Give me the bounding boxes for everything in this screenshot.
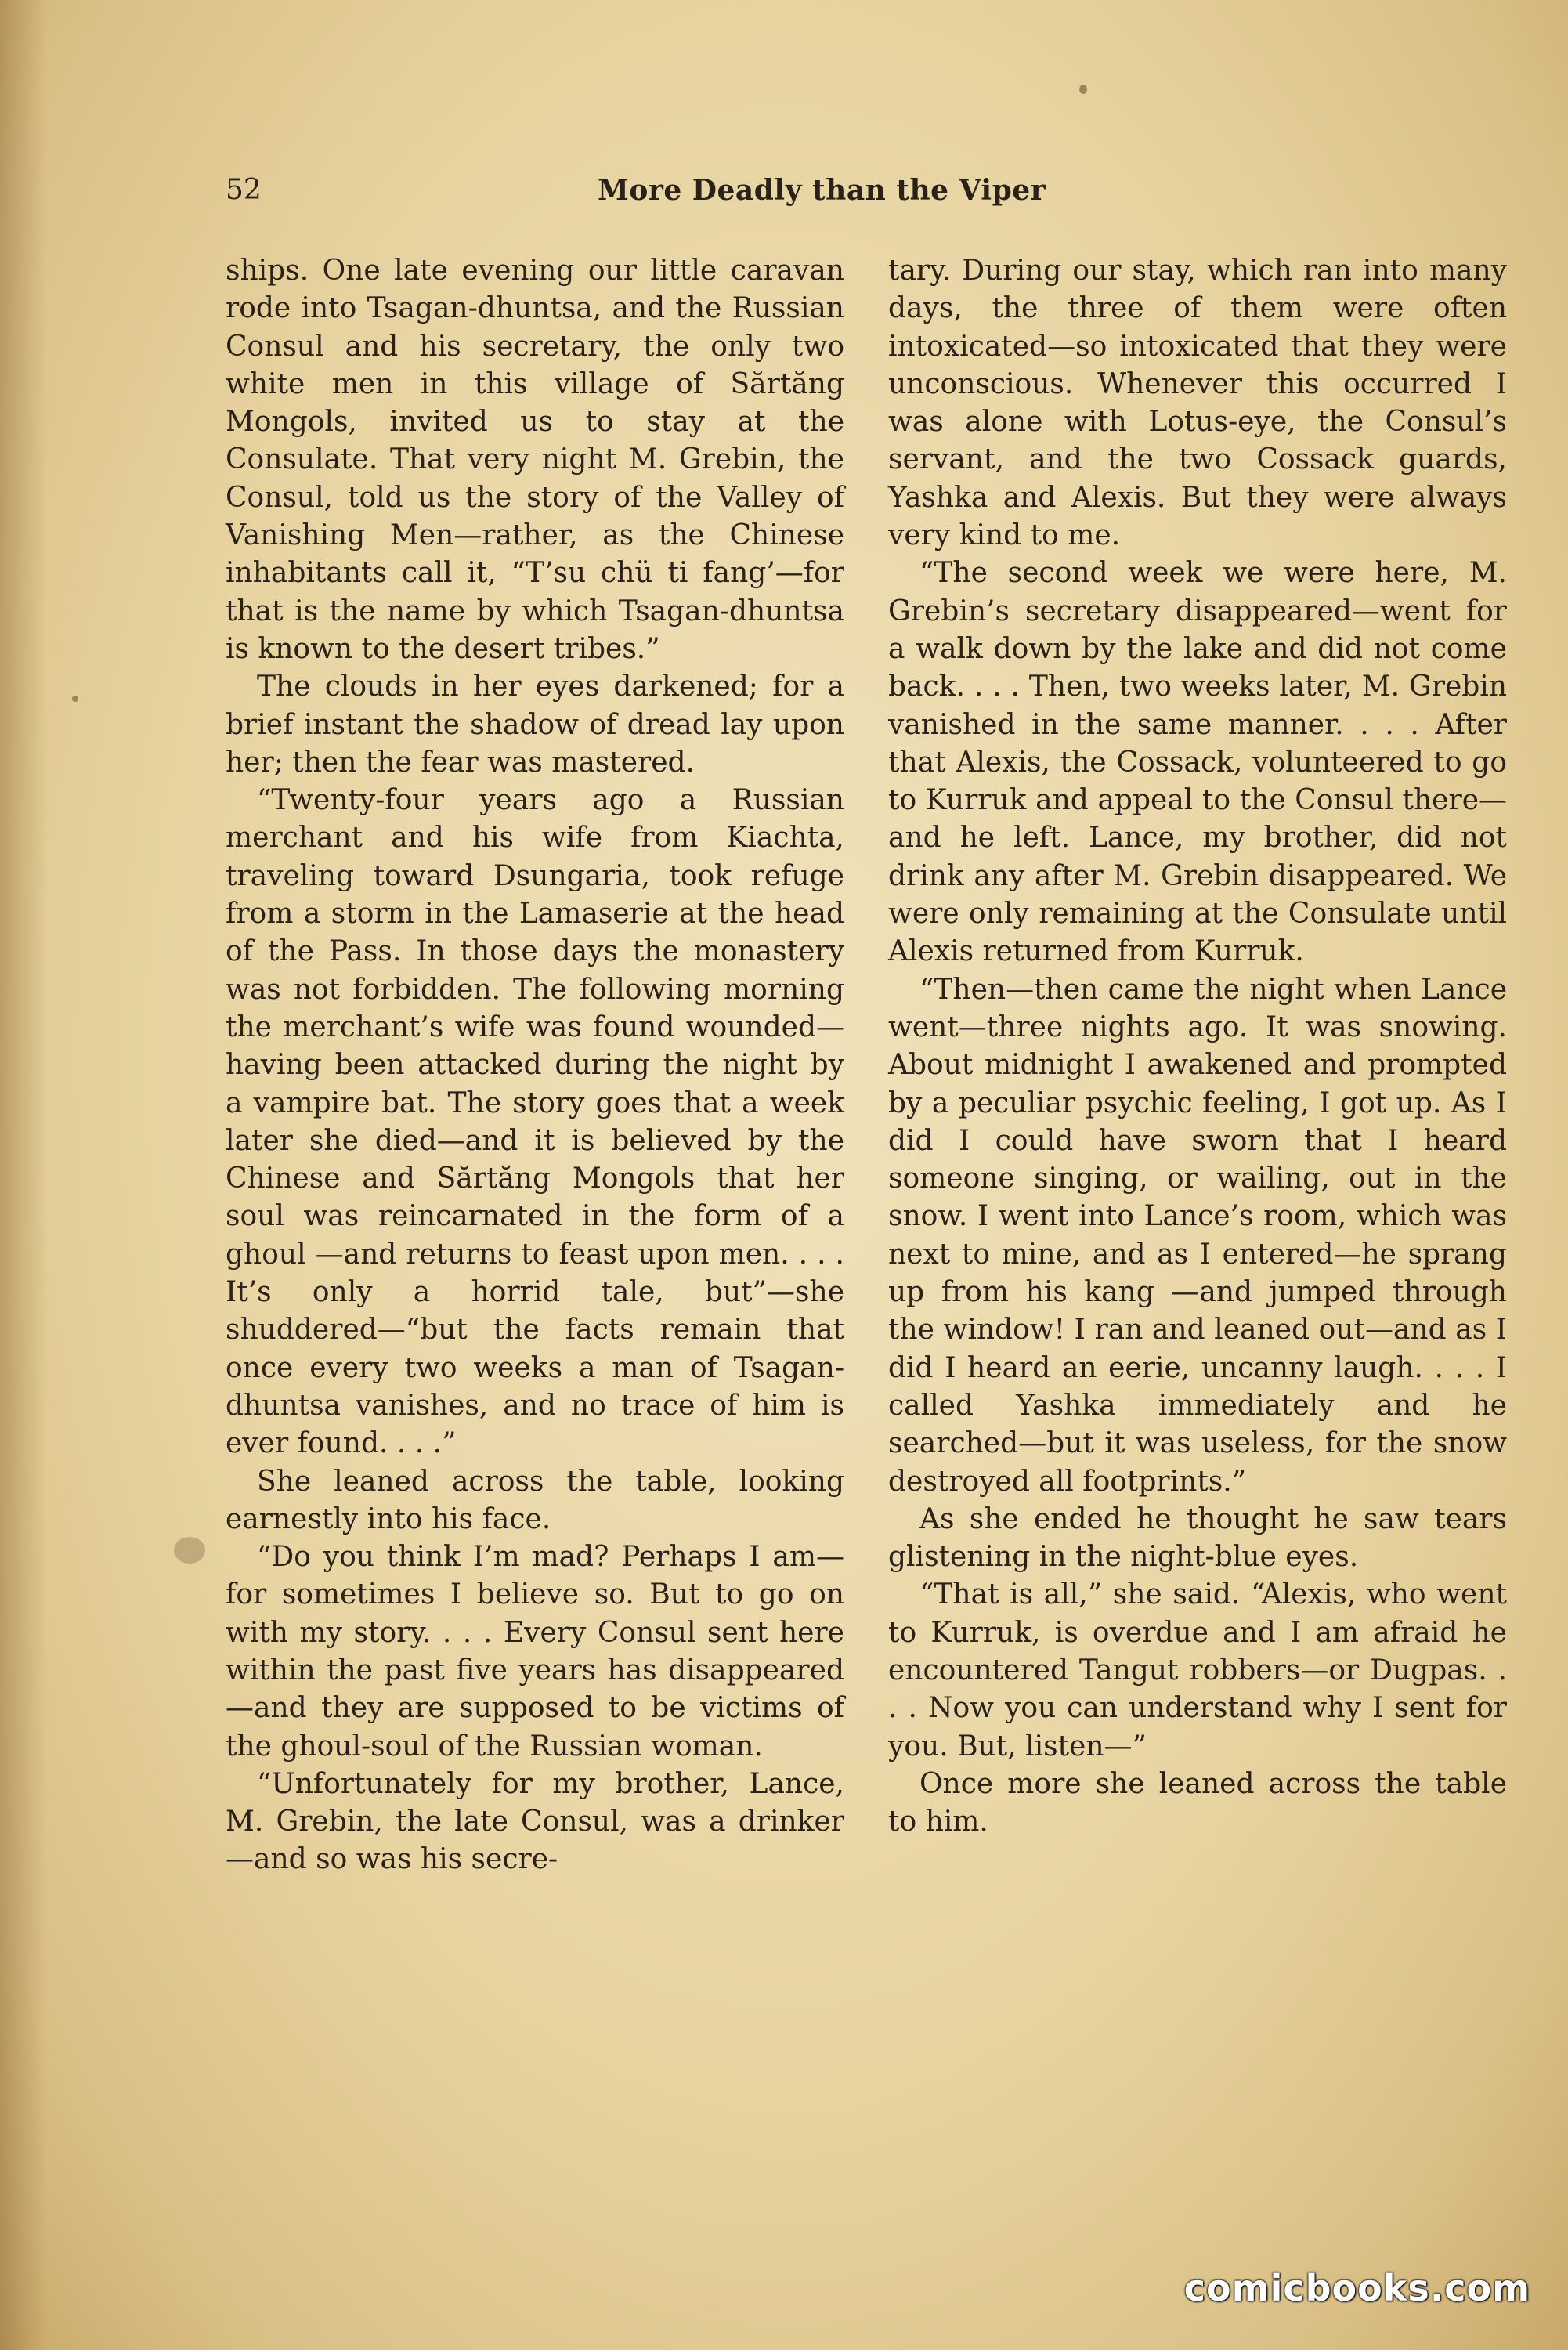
ink-smudge [72, 696, 78, 702]
paragraph: Once more she leaned across the table to him. [888, 1767, 1507, 1838]
paragraph: ships. One late evening our little caravan rode into Tsagan-dhuntsa, and the Russian Consul and his secretary, the only two white men in this village of Sărtăng Mongols, invited us to stay at the Consulate. That very night M. Grebin, the Consul, told us the story of the Valley of Vanishing Men—rather, as the Chinese inhabitants call it, “T’su chü ti fang’—for that is the name by which Tsagan-dhuntsa is known to the desert tribes.” [226, 255, 844, 665]
paragraph: She leaned across the table, looking earnestly into his face. [226, 1465, 844, 1535]
right-column [888, 252, 1507, 1841]
page-number: 52 [226, 174, 262, 206]
watermark: comicbooks.com [1183, 2267, 1530, 2309]
page-header [226, 174, 1126, 221]
paragraph: “Twenty-four years ago a Russian merchant and his wife from Kiachta, traveling toward Dsungaria, took refuge from a storm in the Lamaserie at the head of the Pass. In those days the monastery was not forbidden. The following morning the merchant’s wife was found wounded—having been attacked during the night by a vampire bat. The story goes that a week later she died—and it is believed by the Chinese and Sărtăng Mongols that her soul was reincarnated in the form of a ghoul —and returns to feast upon men. . . . It’s only a horrid tale, but”—she shuddered—“but the facts remain that once every two weeks a man of Tsagan-dhuntsa vanishes, and no trace of him is ever found. . . .” [226, 784, 844, 1460]
paragraph: tary. During our stay, which ran into many days, the three of them were often intoxicated—so intoxicated that they were unconscious. Whenever this occurred I was alone with Lotus-eye, the Consul’s servant, and the two Cossack guards, Yashka and Alexis. But they were always very kind to me. [888, 255, 1507, 552]
page-edge-shadow [0, 0, 47, 2350]
paragraph: The clouds in her eyes darkened; for a brief instant the shadow of dread lay upon her; then the fear was mastered. [226, 671, 844, 779]
paragraph: “The second week we were here, M. Grebin’s secretary disappeared—went for a walk down by the lake and did not come back. . . . Then, two weeks later, M. Grebin vanished in the same manner. . . . After that Alexis, the Cossack, volunteered to go to Kurruk and appeal to the Consul there—and he left. Lance, my brother, did not drink any after M. Grebin disappeared. We were only remaining at the Consulate until Alexis returned from Kurruk. [888, 557, 1507, 968]
ink-smudge [1079, 85, 1087, 94]
ink-smudge [174, 1537, 205, 1564]
paragraph: “Do you think I’m mad? Perhaps I am—for sometimes I believe so. But to go on with my story. . . . Every Consul sent here within the past five years has disappeared—and they are supposed to be victims of the ghoul-soul of the Russian woman. [226, 1541, 844, 1762]
left-column [226, 252, 844, 1879]
paragraph: “Then—then came the night when Lance went—three nights ago. It was snowing. About midnight I awakened and prompted by a peculiar psychic feeling, I got up. As I did I could have sworn that I heard someone singing, or wailing, out in the snow. I went into Lance’s room, which was next to mine, and as I entered—he sprang up from his kang —and jumped through the window! I ran and leaned out—and as I did I heard an eerie, uncanny laugh. . . . I called Yashka immediately and he searched—but it was useless, for the snow destroyed all footprints.” [888, 973, 1507, 1498]
paragraph: “Unfortunately for my brother, Lance, M. Grebin, the late Consul, was a drinker—and so was his secre- [226, 1767, 844, 1876]
running-title: More Deadly than the Viper [598, 174, 1046, 207]
paragraph: “That is all,” she said. “Alexis, who went to Kurruk, is overdue and I am afraid he encountered Tangut robbers—or Dugpas. . . . Now you can understand why I sent for you. But, listen—” [888, 1578, 1507, 1762]
paragraph: As she ended he thought he saw tears glistening in the night-blue eyes. [888, 1502, 1507, 1574]
